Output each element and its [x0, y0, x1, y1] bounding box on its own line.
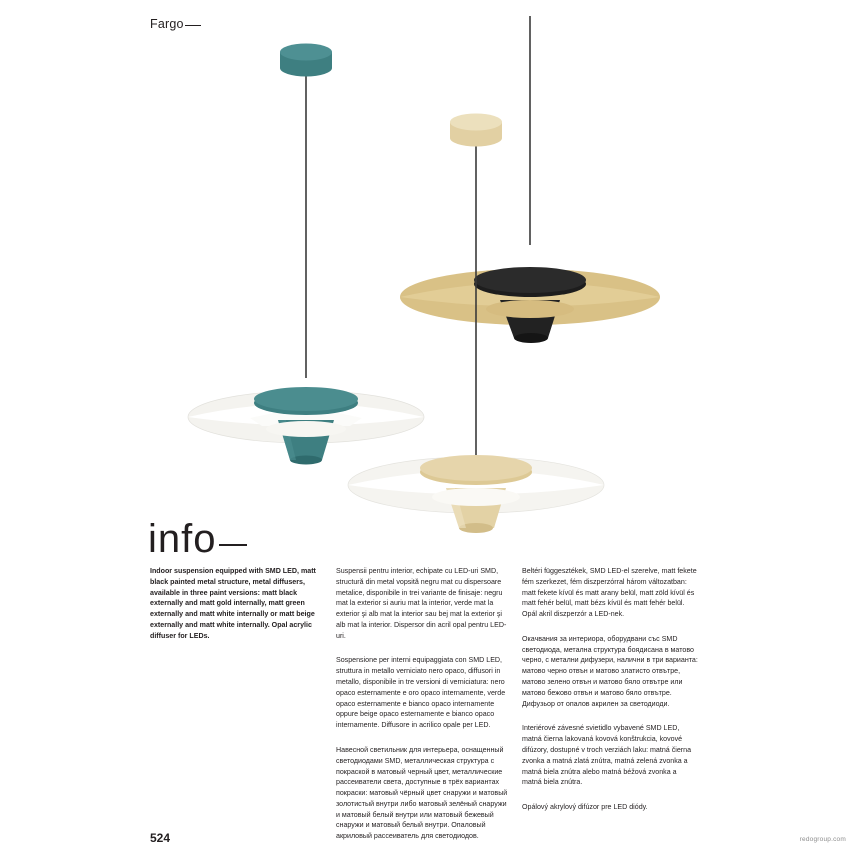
paragraph-sk-1: Interiérové závesné svietidlo vybavené SMD LED, matná čierna lakovaná kovová konštrukcia, kovové difúzory, dostupné v troch verziách laku: matná čierna zvonka a matná zlatá znútra, matná zelená zvonka a matná biela znútra alebo matná béžová zvonka a matná biela znútra.: [522, 724, 692, 787]
diffuser-ring: [432, 488, 520, 506]
paragraph-hu-1: Beltéri függesztékek, SMD LED-el szerelve, matt fekete fém szerkezet, fém diszperzórral három változatban: matt fekete kívül és matt arany belül, matt zöld kívül és matt fehér belül, matt bézs kívül és matt fehér belül. Opál akril diszperzór a LED-nek.: [522, 567, 697, 619]
description-column-roitru: [336, 566, 522, 856]
paragraph-bg-1: Окачвания за интериора, оборудвани със SMD светодиода, метална структура боядисана в матово черно, с метални дифузери, налични в три варианта: матово черно отвън и матово златисто отвътре, матово зелено отвън и матово бяло отвътре или матово бежово отвън и матово бяло отвътре. Дифузьор от опалов акрилен за светодиоди.: [522, 634, 698, 708]
description-column-en: [150, 566, 336, 856]
footer-url[interactable]: redogroup.com: [799, 836, 846, 843]
paragraph-en-1: Indoor suspension equipped with SMD LED, matt black painted metal structure, metal diffusers, available in three paint versions: matt black externally and matt gold internally, matt green externally and matt white internally or matt beige externally and matt white internally. Opal acrylic diffuser for LEDs.: [150, 567, 316, 640]
paragraph-it-1: Sospensione per interni equipaggiata con SMD LED, struttura in metallo verniciato nero opaco, diffusori in metallo, disponibile in tre versioni di verniciatura: nero opaco esternamente e oro opaco internamente, verde opaco esternamente e bianco opaco internamente oppure beige opaco esternamente e bianco opaco internamente. Diffusore in acrilico opale per LED.: [336, 656, 506, 730]
paragraph-ro-1: Suspensii pentru interior, echipate cu LED-uri SMD, structură din metal vopsită negru mat cu dispersoare metalice, disponibile in trei variante de finisaje: negru mat la exterior si auriu mat la interior, verde mat la exterior şi alb mat la interior sau bej mat la exterior şi alb mat la interior. Dispersor din acril opal pentru LED-uri.: [336, 567, 507, 640]
description-column-hubgsk: [522, 566, 708, 856]
description-columns: [150, 566, 730, 856]
section-heading: [148, 519, 247, 559]
page-number: 524: [150, 831, 171, 845]
paragraph-sk-2: Opálový akrylový difúzor pre LED diódy.: [522, 803, 648, 812]
lamp-beige: [200, 100, 760, 540]
canopy-teal: [280, 44, 332, 77]
paragraph-ru-1: Навесной светильник для интерьера, оснащенный светодиодами SMD, металлическая структура с покраской в матовый черный цвет, металлические рассеиватели света, доступные в трёх вариантах покраски: матовый чёрный цвет снаружи и матовый золотистый внутри либо матовый зелёный снаружи и матовый белый внутри или матовый бежевый снаружи и матовый белый внутри. Опаловый акриловый рассеиватель для светодиодов.: [336, 745, 508, 841]
brand-label: Fargo: [150, 17, 184, 31]
canopy-beige: [450, 114, 502, 147]
shade-beige-top: [420, 455, 532, 485]
section-heading-label: info: [148, 517, 217, 561]
section-heading-underline: [219, 544, 247, 546]
